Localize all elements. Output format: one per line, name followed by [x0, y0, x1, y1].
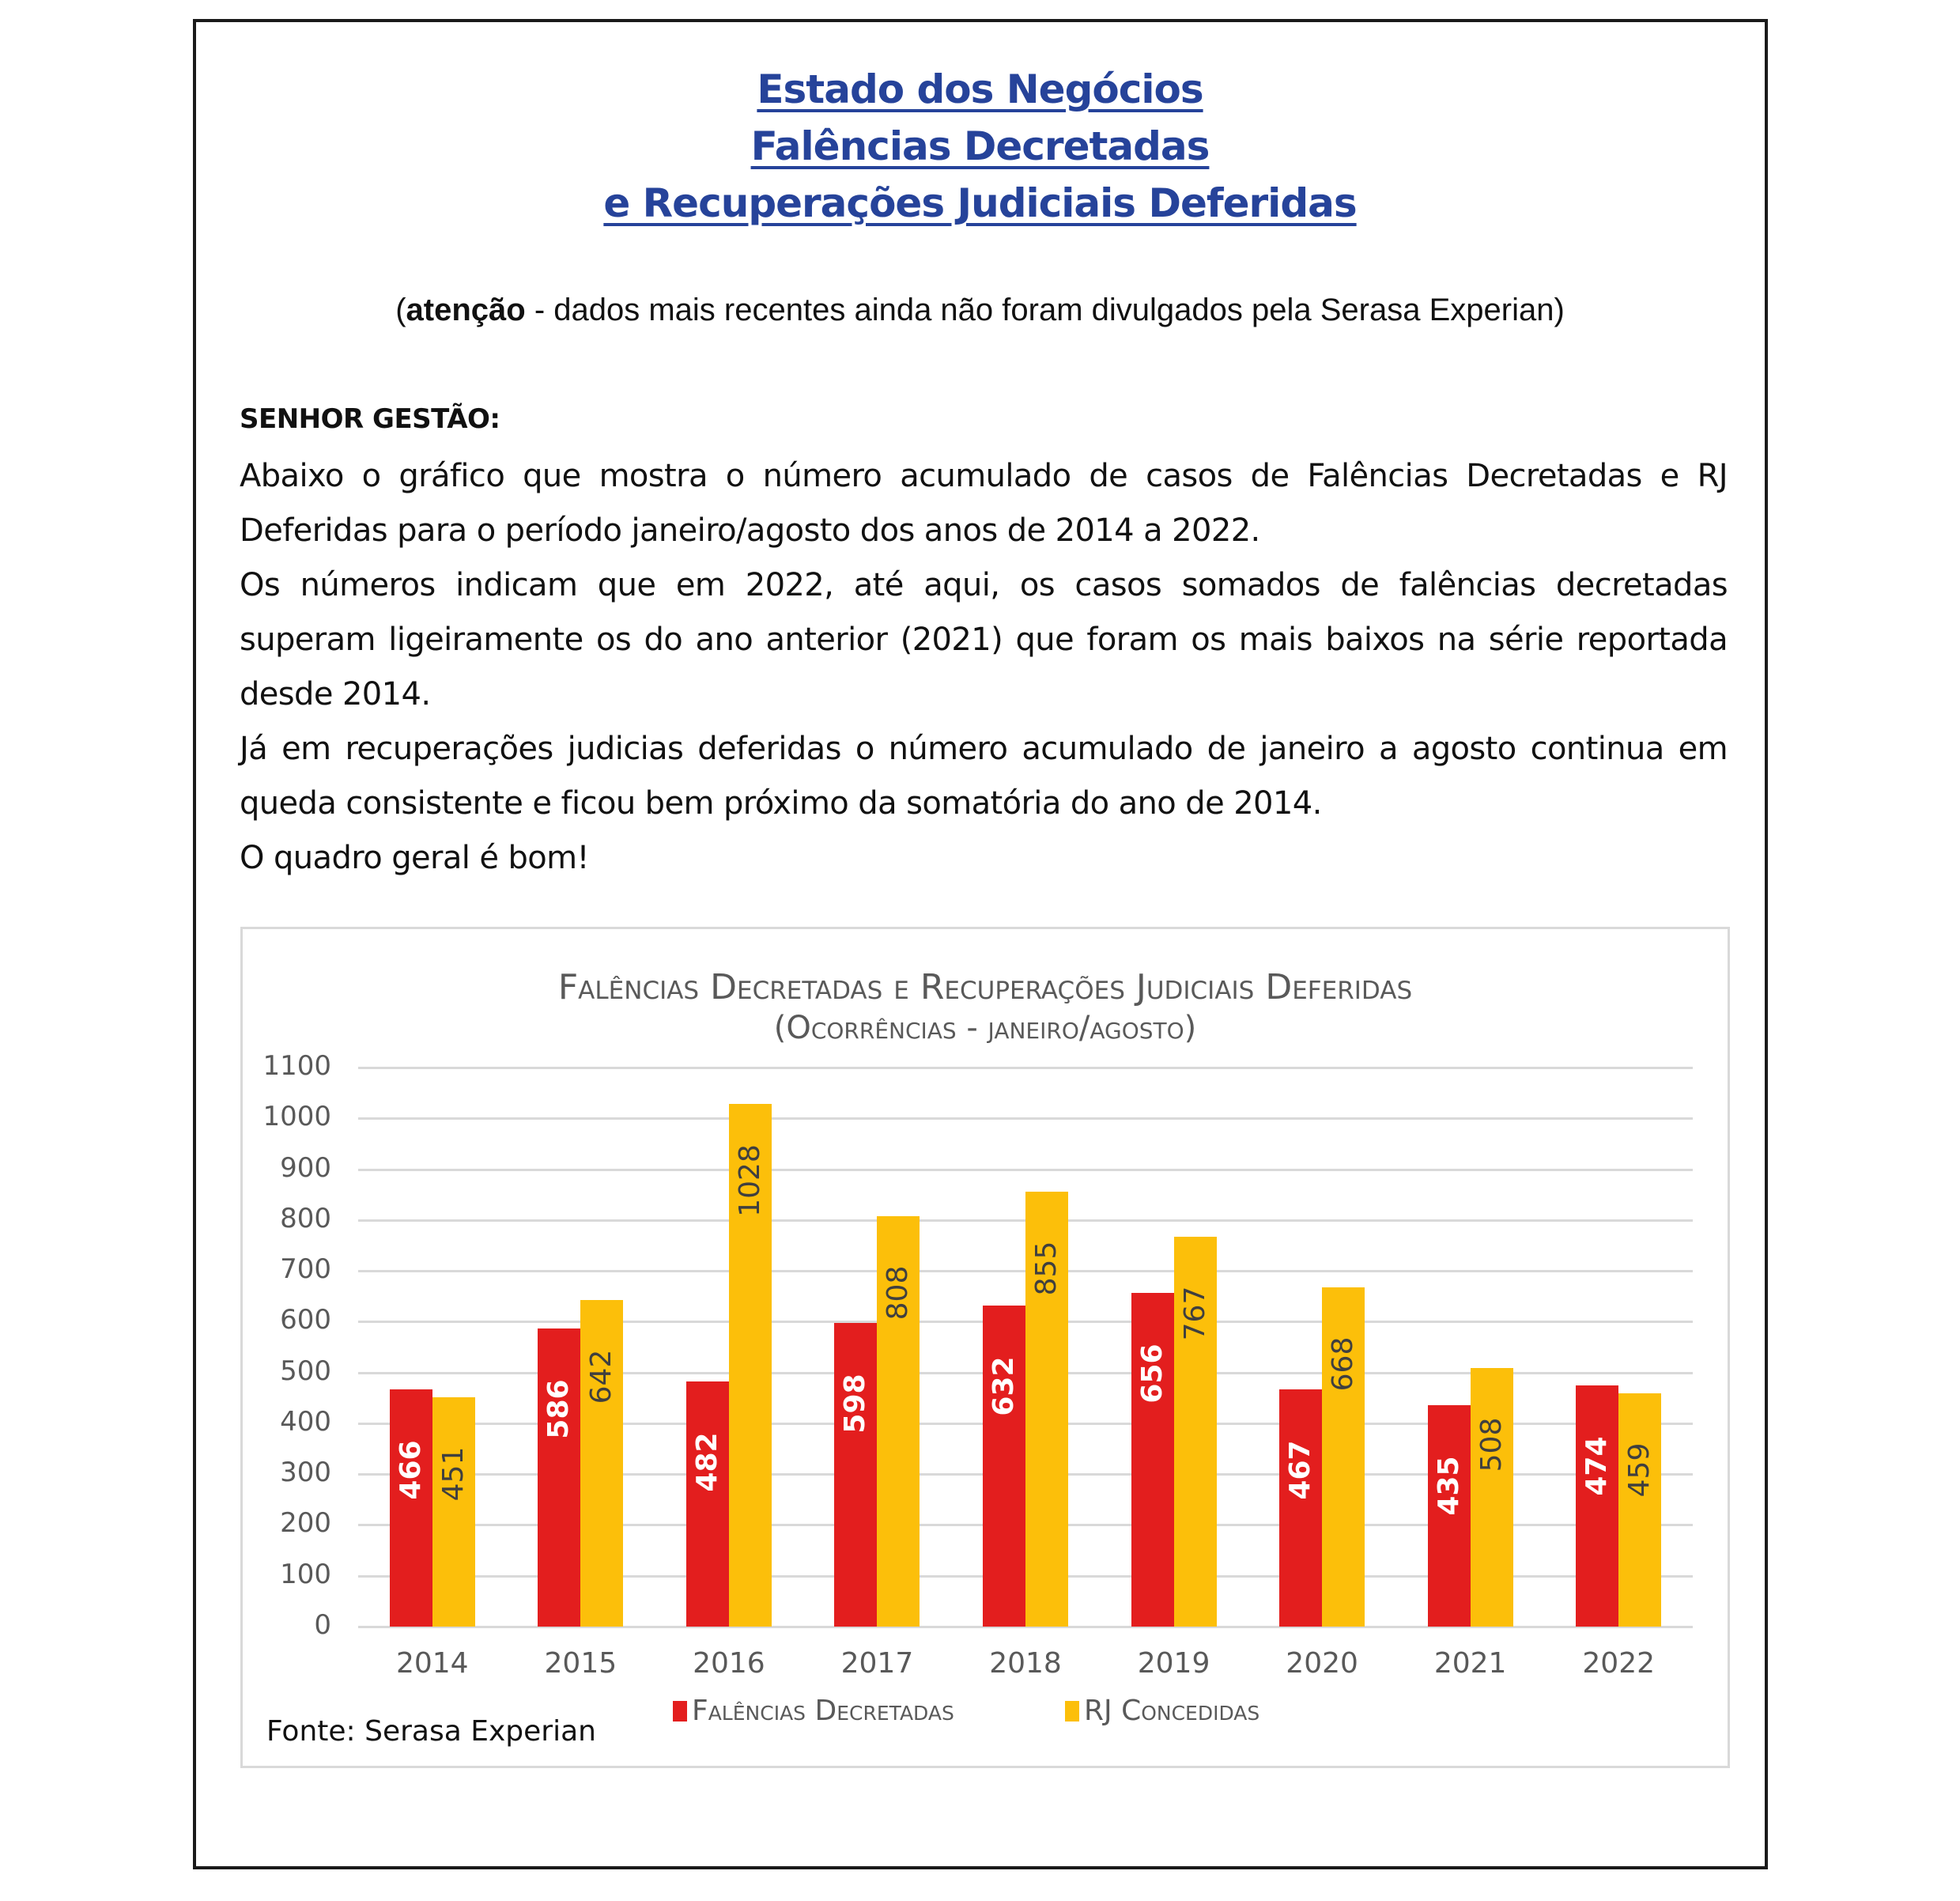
section-heading: SENHOR GESTÃO: [240, 403, 500, 435]
gridline [358, 1169, 1693, 1171]
legend-label: RJ Concedidas [1084, 1695, 1260, 1727]
gridline [358, 1067, 1693, 1069]
data-label: 656 [1135, 1344, 1169, 1404]
y-axis-tick: 600 [280, 1304, 331, 1336]
data-label: 767 [1178, 1286, 1211, 1341]
legend-item-rj [1065, 1695, 1259, 1727]
y-axis-tick: 900 [280, 1151, 331, 1184]
legend-swatch-red [673, 1701, 687, 1721]
title-text: e Recuperações Judiciais Deferidas [603, 180, 1357, 226]
chart-source: Fonte: Serasa Experian [266, 1715, 596, 1748]
title-text: Estado dos Negócios [757, 66, 1203, 112]
data-label: 451 [436, 1446, 470, 1502]
paragraph: Já em recuperações judicias deferidas o número acumulado de janeiro a agosto continua em queda consistente e ficou bem próximo da somatória do ano de 2014. [240, 731, 1728, 822]
paragraph: O quadro geral é bom! [240, 840, 589, 876]
gridline [358, 1117, 1693, 1120]
chart-title: Falências Decretadas e Recuperações Judiciais Deferidas [557, 967, 1413, 1007]
x-axis-tick: 2021 [1433, 1647, 1507, 1680]
legend-label: Falências Decretadas [692, 1695, 954, 1727]
data-label: 855 [1030, 1242, 1063, 1296]
page-title-line-1 [0, 66, 1960, 112]
y-axis-tick: 1100 [262, 1050, 331, 1082]
x-axis-tick: 2016 [693, 1647, 765, 1680]
y-axis-tick: 300 [280, 1457, 331, 1489]
data-label: 482 [690, 1432, 723, 1492]
y-axis-tick: 100 [280, 1558, 331, 1590]
y-axis-tick: 700 [280, 1253, 331, 1286]
y-axis-tick: 1000 [262, 1101, 331, 1133]
y-axis-tick: 0 [314, 1609, 331, 1641]
data-label: 474 [1580, 1436, 1614, 1496]
legend-item-falencias [673, 1695, 954, 1727]
x-axis-tick: 2017 [840, 1647, 914, 1680]
notice-text: - dados mais recentes ainda não foram divulgados pela Serasa Experian) [525, 293, 1565, 327]
data-notice [0, 293, 1960, 328]
data-label: 508 [1475, 1418, 1508, 1472]
x-axis-tick: 2019 [1137, 1647, 1210, 1680]
bar-chart [240, 927, 1730, 1768]
data-label: 459 [1623, 1442, 1656, 1498]
body-paragraphs [240, 449, 1728, 886]
y-axis-tick: 400 [280, 1405, 331, 1438]
y-axis-tick: 500 [280, 1355, 331, 1387]
notice-paren: ( [395, 293, 406, 327]
paragraph: Abaixo o gráfico que mostra o número acumulado de casos de Falências Decretadas e RJ Deferidas para o período janeiro/agosto dos anos de 2014 a 2022. [240, 458, 1728, 549]
x-axis-tick: 2018 [989, 1647, 1062, 1680]
chart-subtitle: (Ocorrências - janeiro/agosto) [773, 1010, 1197, 1046]
data-label: 467 [1284, 1440, 1317, 1500]
data-label: 598 [839, 1374, 872, 1434]
paragraph: Os números indicam que em 2022, até aqui, os casos somados de falências decretadas superam ligeiramente os do ano anterior (2021) que foram os mais baixos na série reportada desde 2014. [240, 567, 1728, 712]
legend-swatch-yellow [1065, 1701, 1079, 1721]
title-text: Falências Decretadas [750, 123, 1210, 169]
notice-bold: atenção [406, 293, 526, 327]
x-axis-tick: 2022 [1582, 1647, 1656, 1680]
y-axis-tick: 800 [280, 1202, 331, 1234]
data-label: 586 [542, 1379, 576, 1439]
data-label: 1028 [733, 1144, 766, 1218]
data-label: 668 [1327, 1336, 1360, 1392]
data-label: 632 [988, 1356, 1020, 1416]
data-label: 466 [394, 1440, 427, 1501]
data-label: 435 [1432, 1456, 1465, 1516]
y-axis-tick: 200 [280, 1507, 331, 1540]
page-title-line-3 [0, 180, 1960, 226]
data-label: 808 [882, 1265, 915, 1321]
x-axis-tick: 2020 [1286, 1647, 1358, 1680]
data-label: 642 [585, 1350, 618, 1404]
x-axis-tick: 2014 [395, 1647, 469, 1680]
x-axis-tick: 2015 [544, 1647, 617, 1680]
page-title-line-2 [0, 123, 1960, 169]
